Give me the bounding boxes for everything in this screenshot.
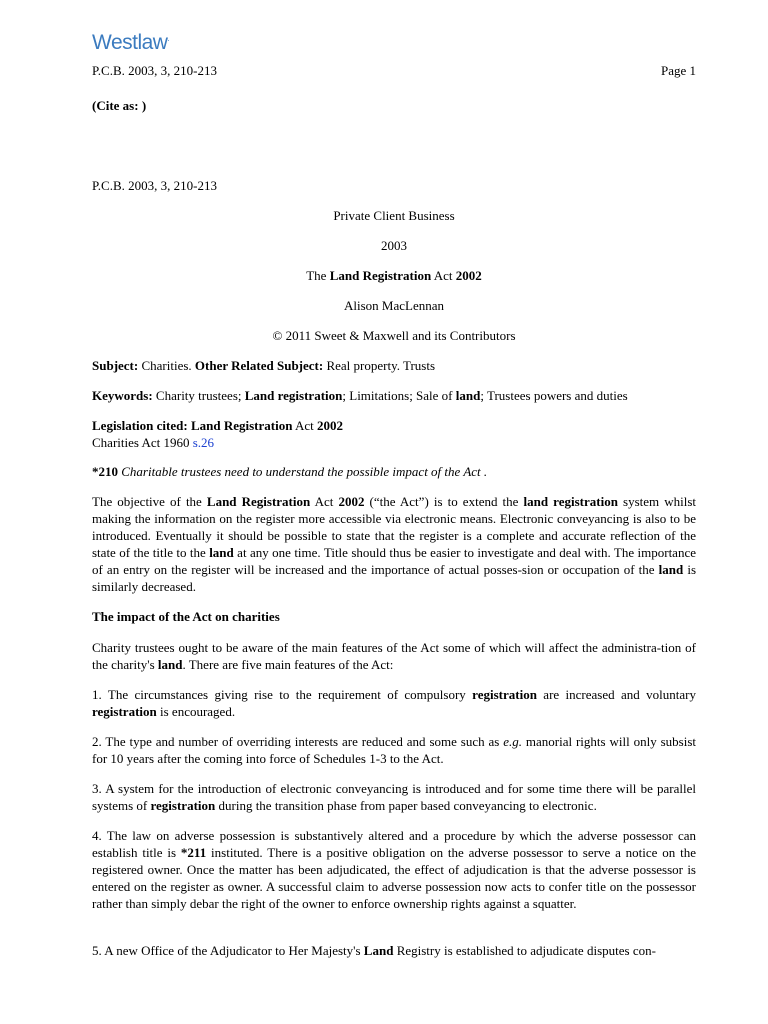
- keywords-line: Keywords: Charity trustees; Land registration; Limitations; Sale of land; Trustees powers and duties: [92, 388, 628, 403]
- list-item-5: 5. A new Office of the Adjudicator to Her Majesty's Land Registry is established to adjudicate disputes con-: [92, 943, 656, 958]
- subject-line: Subject: Charities. Other Related Subject: Real property. Trusts: [92, 358, 436, 373]
- doc-year: 2003: [381, 238, 407, 253]
- author: Alison MacLennan: [343, 298, 444, 313]
- doc-citation: P.C.B. 2003, 3, 210-213: [92, 178, 217, 193]
- journal-name: Private Client Business: [333, 208, 455, 223]
- doc-title: The Land Registration Act 2002: [306, 268, 482, 283]
- paragraph-objective: The objective of the Land Registration Act 2002 (“the Act”) is to extend the land registration system whilst making the information on the register more accessible via electronic means. Electronic conveyancing is also to be introduced. Eventually it should be possible to state that the register is a complete and accurate reflection of the state of the title to the land at any one time. Title should thus be easier to investigate and deal with. The importance of an entry on the register will be increased and the importance of actual posses-sion or occupation of the land is similarly decreased.: [92, 494, 697, 594]
- cite-as: (Cite as: ): [92, 98, 147, 113]
- paragraph-features: Charity trustees ought to be aware of the main features of the Act some of which will affect the administra-tion of the charity's land. There are five main features of the Act:: [92, 640, 696, 672]
- page-header: [92, 62, 696, 79]
- westlaw-logo: Westlaw.: [92, 31, 170, 54]
- section-26-link[interactable]: s.26: [192, 435, 215, 450]
- legislation-cited: Legislation cited: Land Registration Act 2002 Charities Act 1960 s.26: [92, 418, 343, 450]
- list-item-1: 1. The circumstances giving rise to the requirement of compulsory registration are increased and voluntary registration is encouraged.: [92, 687, 696, 719]
- star-page-210: *210 Charitable trustees need to understand the possible impact of the Act .: [92, 464, 488, 479]
- section-heading: The impact of the Act on charities: [92, 609, 280, 624]
- list-item-2: 2. The type and number of overriding interests are reduced and some such as e.g. manorial rights will only subsist for 10 years after the coming into force of Schedules 1-3 to the Act.: [92, 734, 696, 766]
- page-number: Page 1: [660, 63, 696, 78]
- header-citation: P.C.B. 2003, 3, 210-213: [92, 63, 217, 78]
- list-item-4: 4. The law on adverse possession is substantively altered and a procedure by which the adverse possessor can establish title is *211 instituted. There is a positive obligation on the adverse possessor to serve a notice on the registered owner. Once the matter has been adjudicated, the effect of adjudication is that the adverse possessor is entered on the register as owner. A successful claim to adverse possession now acts to confer title on the possessor rather than simply debar the right of the owner to enforce ownership rights against a squatter.: [92, 828, 696, 911]
- list-item-3: 3. A system for the introduction of electronic conveyancing is introduced and for some time there will be parallel systems of registration during the transition phase from paper based conveyancing to electronic.: [92, 781, 696, 813]
- copyright: © 2011 Sweet & Maxwell and its Contributors: [272, 328, 516, 343]
